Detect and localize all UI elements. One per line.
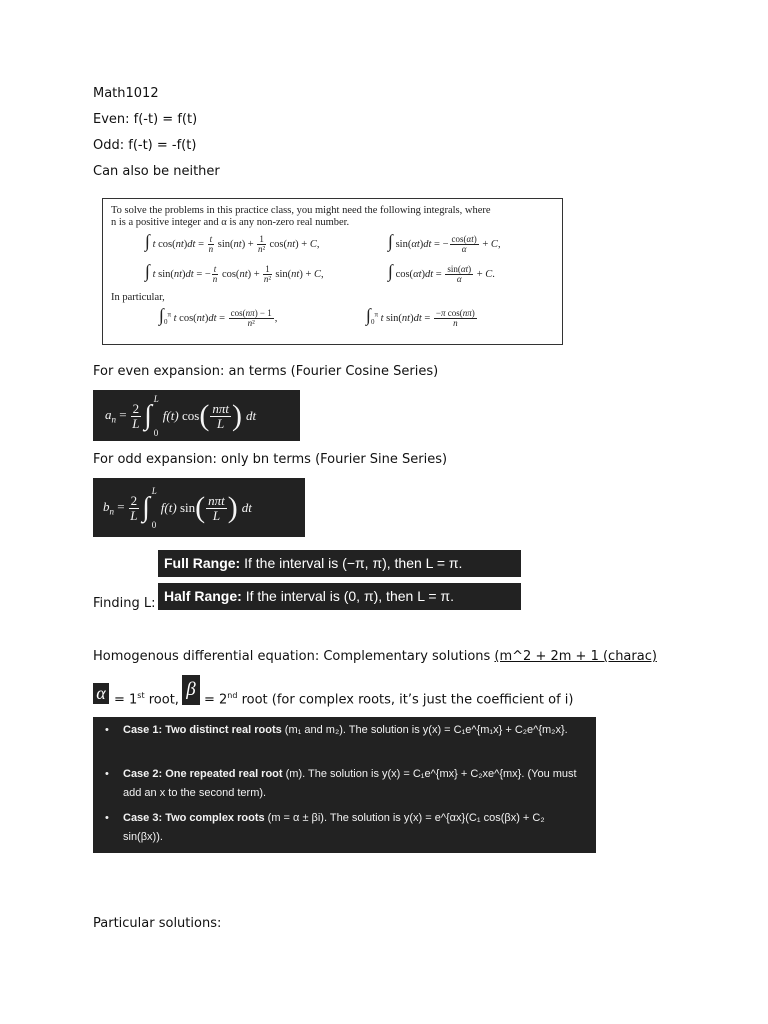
particular-solutions-heading: Particular solutions:	[93, 916, 222, 931]
bn-formula: $b_n$ = $\frac{2}{L}$ ∫ L 0 f(t) sin ( $\frac{\text{nπt}}{L}$ ) dt	[93, 478, 305, 537]
an-formula: $a_n$ = $\frac{2}{L}$ ∫ L 0 f(t) cos ( $\frac{\text{nπt}}{L}$ ) dt	[93, 390, 300, 441]
integrals-intro-line1: To solve the problems in this practice class, you might need the following integrals, where	[111, 205, 491, 216]
half-range-label: Half Range:	[164, 588, 242, 604]
even-definition: Even: f(-t) = f(t)	[93, 112, 198, 127]
case-2: • Case 2: One repeated real root (m). The solution is y(x) = C₁e^{mx} + C₂xe^{mx}. (You must add an x to the second term).	[105, 768, 577, 799]
odd-expansion-note: For odd expansion: only bn terms (Fourier Sine Series)	[93, 452, 448, 467]
case-3: • Case 3: Two complex roots (m = α ± βi). The solution is y(x) = e^{αx}(C₁ cos(βx) + C₂ sin(βx)).	[105, 812, 545, 843]
case-1: • Case 1: Two distinct real roots (m₁ and m₂). The solution is y(x) = C₁e^{m₁x} + C₂e^{m₂x}.	[105, 724, 568, 736]
case-1-title: Case 1: Two distinct real roots	[123, 724, 282, 736]
odd-definition: Odd: f(-t) = -f(t)	[93, 138, 197, 153]
case-2-text: (m). The solution is y(x) = C₁e^{mx} + C₂xe^{mx}. (You must add an x to the second term).	[123, 768, 577, 799]
full-range-box	[158, 550, 521, 577]
characteristic-equation: (m^2 + 2m + 1 (charac)	[494, 649, 657, 664]
alpha-description: = 1st root,	[114, 691, 179, 708]
case-2-title: Case 2: One repeated real root	[123, 768, 283, 780]
half-range-box	[158, 583, 521, 610]
homogenous-text: Homogenous differential equation: Complementary solutions	[93, 649, 495, 664]
alpha-symbol: α	[93, 683, 109, 704]
case-3-text: (m = α ± βi). The solution is y(x) = e^{αx}(C₁ cos(βx) + C₂ sin(βx)).	[123, 812, 545, 843]
full-range-text: If the interval is (−π, π), then L = π.	[244, 555, 463, 571]
integrals-figure	[102, 198, 563, 345]
page-title: Math1012	[93, 86, 159, 101]
finding-l-label: Finding L:	[93, 596, 156, 611]
even-expansion-note: For even expansion: an terms (Fourier Cosine Series)	[93, 364, 439, 379]
case-3-title: Case 3: Two complex roots	[123, 812, 265, 824]
formula-definite-cos: $\int_0^\pi$ t cos(nt)dt = $\frac{\cos(n\pi) - 1}{\text{n²}}$ ,	[159, 305, 278, 329]
half-range-text: If the interval is (0, π), then L = π.	[245, 588, 454, 604]
integrals-intro-line2: n is a positive integer and α is any non-zero real number.	[111, 217, 350, 228]
in-particular-label: In particular,	[111, 292, 165, 303]
homogenous-line	[93, 649, 657, 664]
solution-cases-box	[93, 717, 596, 853]
neither-note: Can also be neither	[93, 164, 220, 179]
beta-description: = 2nd root (for complex roots, it’s just the coefficient of i)	[204, 691, 574, 708]
formula-sin-alpha: ∫ sin(αt)dt = − $\frac{\cos(\alpha t)}{\alpha}$ + C,	[388, 231, 501, 255]
formula-t-cos: ∫ t cos(nt)dt = $\frac{t}{n}$ sin(nt) + $\frac{1}{\text{n²}}$ cos(nt) + C,	[145, 231, 320, 255]
case-1-text: (m₁ and m₂). The solution is y(x) = C₁e^{m₁x} + C₂e^{m₂x}.	[281, 724, 568, 736]
beta-symbol: β	[182, 675, 200, 705]
formula-t-sin: ∫ t sin(nt)dt = − $\frac{t}{n}$ cos(nt) + $\frac{1}{\text{n²}}$ sin(nt) + C,	[145, 261, 324, 285]
formula-definite-sin: $\int_0^\pi$ t sin(nt)dt = $\frac{\text{−π cos(nπ)}}{n}$	[366, 305, 475, 329]
formula-cos-alpha: ∫ cos(αt)dt = $\frac{\sin(\alpha t)}{\alpha}$ + C.	[388, 261, 495, 285]
full-range-label: Full Range:	[164, 555, 241, 571]
